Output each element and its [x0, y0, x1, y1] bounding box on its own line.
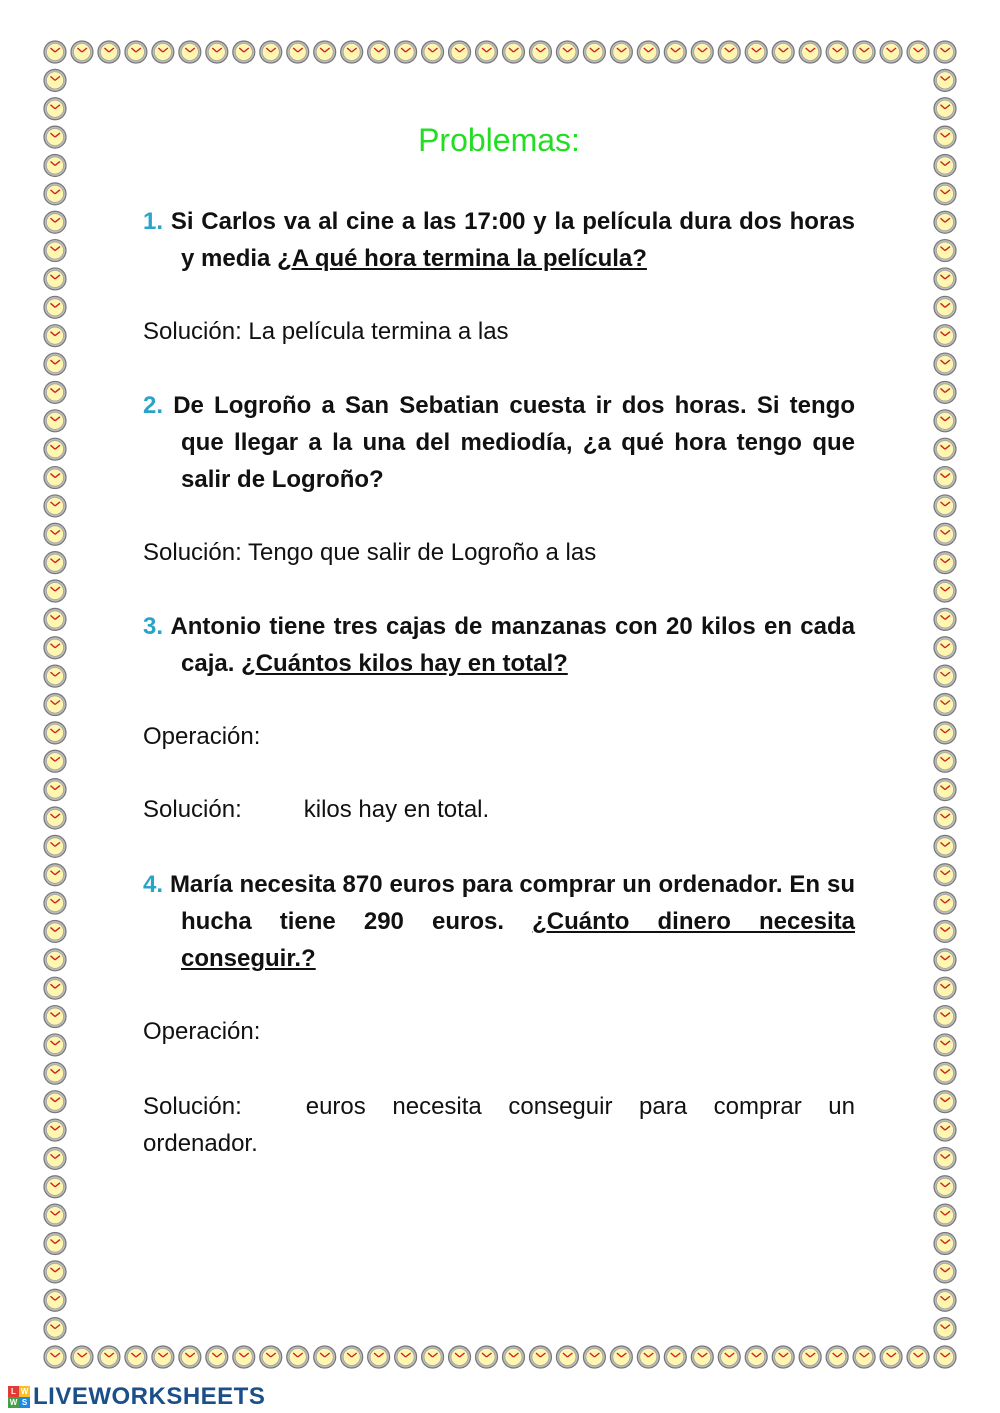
clock-icon: [934, 1289, 956, 1311]
clock-icon: [44, 1091, 66, 1113]
clock-icon: [476, 1346, 498, 1368]
clock-icon: [206, 1346, 228, 1368]
clock-icon: [934, 1006, 956, 1028]
clock-icon: [44, 608, 66, 630]
clock-icon: [934, 41, 956, 63]
clock-icon: [718, 1346, 740, 1368]
clock-icon: [44, 1204, 66, 1226]
liveworksheets-logo-icon: [8, 1386, 30, 1408]
clock-icon: [934, 750, 956, 772]
clock-icon: [44, 1034, 66, 1056]
clock-icon: [395, 1346, 417, 1368]
clock-icon: [934, 1119, 956, 1141]
clock-icon: [314, 1346, 336, 1368]
clock-icon: [934, 892, 956, 914]
clock-icon: [691, 41, 713, 63]
problem-2: [143, 387, 855, 498]
clock-icon: [880, 1346, 902, 1368]
clock-icon: [934, 1233, 956, 1255]
clock-icon: [934, 268, 956, 290]
clock-icon: [610, 1346, 632, 1368]
clock-icon: [422, 1346, 444, 1368]
problem-3-number: 3.: [143, 613, 164, 640]
clock-icon: [934, 467, 956, 489]
clock-icon: [934, 608, 956, 630]
clock-icon: [934, 694, 956, 716]
clock-icon: [934, 1034, 956, 1056]
clock-icon: [44, 296, 66, 318]
clock-icon: [44, 1233, 66, 1255]
clock-icon: [341, 1346, 363, 1368]
clock-icon: [934, 126, 956, 148]
clock-icon: [934, 864, 956, 886]
problem-1-question: ¿A qué hora termina la película?: [277, 245, 647, 272]
clock-icon: [44, 41, 66, 63]
clock-icon: [934, 154, 956, 176]
clock-icon: [880, 41, 902, 63]
problem-1-text: Si Carlos va al cine a las 17:00 y la película dura dos horas y media: [170, 208, 855, 272]
clock-icon: [44, 552, 66, 574]
clock-icon: [422, 41, 444, 63]
clock-icon: [44, 523, 66, 545]
clock-icon: [44, 1346, 66, 1368]
clock-icon: [368, 41, 390, 63]
operation-4: Operación:: [143, 1018, 261, 1045]
clock-icon: [529, 1346, 551, 1368]
clock-icon: [502, 41, 524, 63]
clock-icon: [583, 1346, 605, 1368]
liveworksheets-logo: [8, 1382, 265, 1412]
clock-icon: [44, 580, 66, 602]
clock-icon: [341, 41, 363, 63]
clock-icon: [44, 1176, 66, 1198]
clock-icon: [934, 835, 956, 857]
clock-icon: [44, 694, 66, 716]
clock-icon: [71, 1346, 93, 1368]
clock-icon: [44, 353, 66, 375]
problem-4-number: 4.: [143, 871, 164, 898]
clock-icon: [934, 410, 956, 432]
clock-icon: [476, 41, 498, 63]
clock-icon: [799, 41, 821, 63]
clock-icon: [907, 1346, 929, 1368]
clock-icon: [44, 1147, 66, 1169]
clock-icon: [449, 1346, 471, 1368]
clock-icon: [934, 1091, 956, 1113]
clock-icon: [44, 410, 66, 432]
clock-icon: [745, 41, 767, 63]
clock-icon: [98, 1346, 120, 1368]
clock-icon: [934, 296, 956, 318]
problem-3: [143, 608, 855, 682]
clock-icon: [44, 892, 66, 914]
problem-4-text: María necesita 870 euros para comprar un ordenador. En su hucha tiene 290 euros.: [169, 871, 855, 935]
clock-icon: [826, 41, 848, 63]
clock-icon: [934, 98, 956, 120]
clock-icon: [233, 41, 255, 63]
answer-1: Solución: La película termina a las: [143, 318, 509, 345]
clock-icon: [934, 949, 956, 971]
clock-icon: [934, 552, 956, 574]
clock-icon: [44, 1318, 66, 1340]
clock-icon: [44, 495, 66, 517]
clock-icon: [934, 381, 956, 403]
clock-icon: [125, 41, 147, 63]
clock-icon: [44, 126, 66, 148]
clock-icon: [179, 1346, 201, 1368]
clock-icon: [152, 41, 174, 63]
clock-icon: [44, 211, 66, 233]
clock-icon: [206, 41, 228, 63]
solution-4-label: Solución:: [143, 1093, 242, 1120]
clock-icon: [395, 41, 417, 63]
clock-icon: [44, 665, 66, 687]
clock-icon: [44, 864, 66, 886]
clock-icon: [44, 1119, 66, 1141]
clock-icon: [260, 41, 282, 63]
clock-icon: [934, 183, 956, 205]
problem-3-question: ¿Cuántos kilos hay en total?: [241, 650, 568, 677]
clock-icon: [934, 920, 956, 942]
clock-icon: [287, 1346, 309, 1368]
clock-icon: [907, 41, 929, 63]
clock-icon: [934, 637, 956, 659]
clock-icon: [44, 977, 66, 999]
clock-icon: [664, 1346, 686, 1368]
clock-icon: [934, 807, 956, 829]
clock-icon: [556, 1346, 578, 1368]
answer-2: Solución: Tengo que salir de Logroño a las: [143, 539, 597, 566]
clock-icon: [934, 69, 956, 91]
clock-icon: [44, 722, 66, 744]
clock-icon: [44, 381, 66, 403]
problem-2-number: 2.: [143, 392, 164, 419]
clock-icon: [368, 1346, 390, 1368]
clock-icon: [44, 467, 66, 489]
clock-icon: [44, 779, 66, 801]
clock-icon: [637, 1346, 659, 1368]
clock-icon: [934, 1204, 956, 1226]
clock-icon: [44, 637, 66, 659]
clock-icon: [260, 1346, 282, 1368]
clock-icon: [179, 41, 201, 63]
clock-icon: [287, 41, 309, 63]
clock-icon: [772, 1346, 794, 1368]
problem-4-question: ¿Cuánto dinero necesita conseguir.?: [181, 908, 856, 972]
clock-icon: [314, 41, 336, 63]
clock-icon: [934, 722, 956, 744]
clock-icon: [98, 41, 120, 63]
solution-4-text: euros necesita conseguir para comprar un ordenador.: [143, 1093, 855, 1157]
clock-icon: [44, 1062, 66, 1084]
clock-icon: [44, 750, 66, 772]
clock-icon: [44, 920, 66, 942]
clock-icon: [934, 438, 956, 460]
clock-icon: [691, 1346, 713, 1368]
clock-icon: [44, 807, 66, 829]
clock-icon: [44, 949, 66, 971]
clock-icon: [934, 353, 956, 375]
clock-icon: [934, 1062, 956, 1084]
operation-3: Operación:: [143, 723, 261, 750]
clock-icon: [772, 41, 794, 63]
clock-icon: [853, 1346, 875, 1368]
clock-icon: [44, 1289, 66, 1311]
clock-icon: [44, 183, 66, 205]
clock-icon: [718, 41, 740, 63]
clock-icon: [934, 240, 956, 262]
solution-3: [143, 791, 855, 828]
problem-3-text: Antonio tiene tres cajas de manzanas con 20 kilos en cada caja.: [170, 613, 855, 677]
clock-icon: [449, 41, 471, 63]
clock-icon: [44, 438, 66, 460]
page-title: Problemas:: [418, 122, 580, 158]
clock-icon: [44, 1006, 66, 1028]
clock-icon: [152, 1346, 174, 1368]
clock-icon: [44, 69, 66, 91]
clock-icon: [826, 1346, 848, 1368]
clock-icon: [934, 523, 956, 545]
clock-icon: [529, 41, 551, 63]
clock-icon: [664, 41, 686, 63]
clock-icon: [934, 325, 956, 347]
problem-4: [143, 866, 855, 977]
clock-icon: [934, 665, 956, 687]
solution-3-text: kilos hay en total.: [303, 796, 490, 823]
clock-icon: [71, 41, 93, 63]
clock-icon: [934, 1318, 956, 1340]
problem-1: [143, 203, 855, 277]
clock-icon: [44, 154, 66, 176]
logo-mark-letter: L: [8, 1386, 19, 1397]
clock-icon: [853, 41, 875, 63]
logo-mark-letter: W: [20, 1387, 29, 1396]
clock-icon: [934, 977, 956, 999]
clock-icon: [556, 41, 578, 63]
clock-icon: [934, 580, 956, 602]
clock-icon: [233, 1346, 255, 1368]
clock-icon: [44, 240, 66, 262]
clock-icon: [44, 835, 66, 857]
clock-icon: [44, 1261, 66, 1283]
clock-icon: [934, 211, 956, 233]
clock-icon: [610, 41, 632, 63]
logo-mark-letter: W: [9, 1398, 18, 1407]
logo-mark-letter: S: [19, 1397, 30, 1408]
solution-3-label: Solución:: [143, 796, 242, 823]
clock-icon: [934, 1147, 956, 1169]
clock-icon: [44, 325, 66, 347]
solution-4: [143, 1088, 855, 1162]
liveworksheets-logo-text: LIVEWORKSHEETS: [33, 1383, 266, 1410]
clock-icon: [934, 779, 956, 801]
clock-icon: [583, 41, 605, 63]
problem-1-number: 1.: [143, 208, 164, 235]
clock-icon: [44, 268, 66, 290]
clock-icon: [44, 98, 66, 120]
clock-icon: [799, 1346, 821, 1368]
clock-icon: [934, 495, 956, 517]
clock-icon: [125, 1346, 147, 1368]
clock-icon: [934, 1261, 956, 1283]
clock-icon: [637, 41, 659, 63]
clock-icon: [934, 1176, 956, 1198]
clock-icon: [934, 1346, 956, 1368]
clock-icon: [745, 1346, 767, 1368]
problem-2-text: De Logroño a San Sebatian cuesta ir dos horas. Si tengo que llegar a la una del mediodía, ¿a qué hora tengo que salir de Logroño?: [173, 392, 855, 493]
clock-icon: [502, 1346, 524, 1368]
